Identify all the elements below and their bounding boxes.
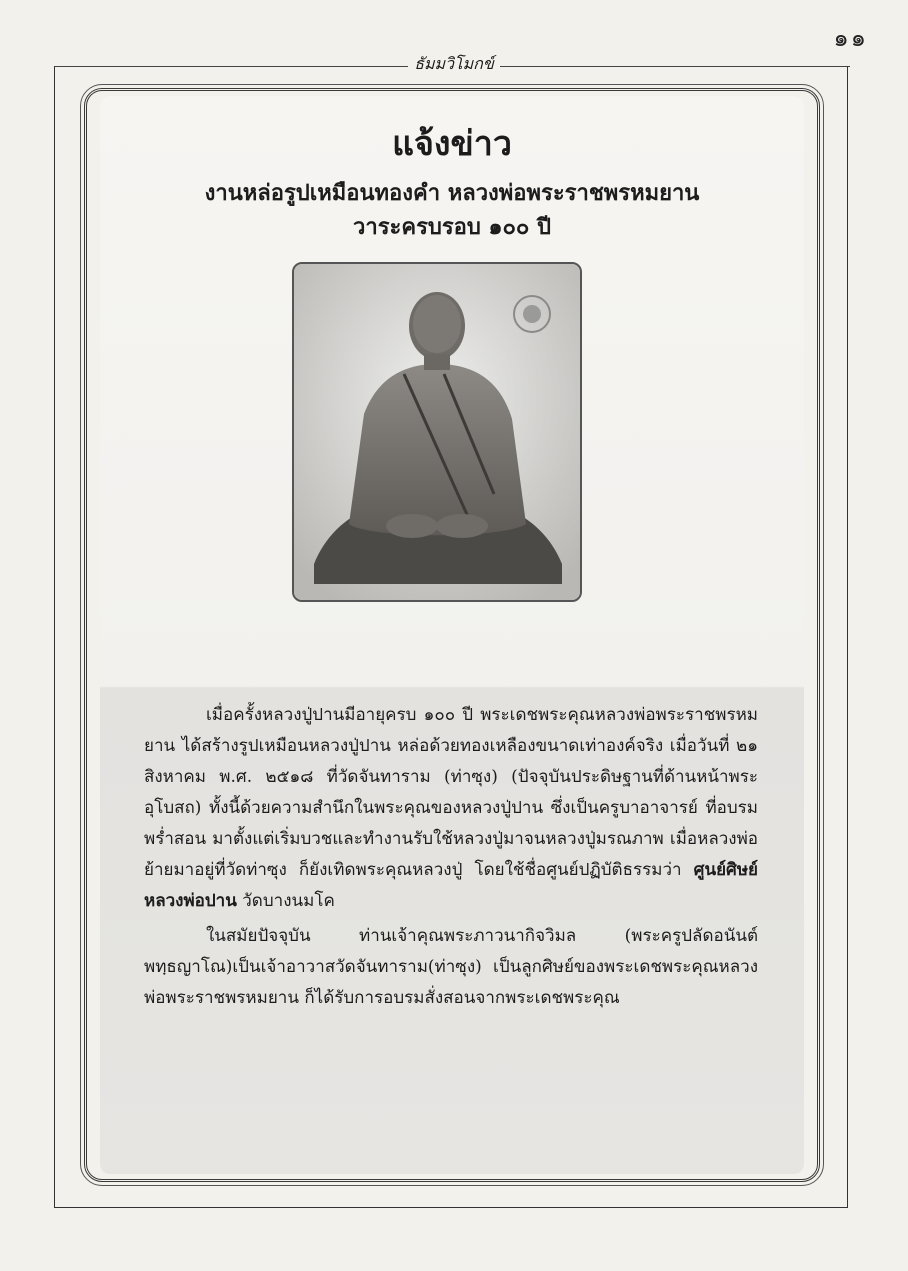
paragraph-1-after: วัดบางนมโค xyxy=(242,891,335,911)
subtitle-line-1: งานหล่อรูปเหมือนทองคำ หลวงพ่อพระราชพรหมยาน xyxy=(204,180,700,206)
article-body xyxy=(144,700,758,1018)
paragraph-1-text: เมื่อครั้งหลวงปู่ปานมีอายุครบ ๑๐๐ ปี พระเดชพระคุณหลวงพ่อพระราชพรหมยาน ได้สร้างรูปเหมือนหลวงปู่ปาน หล่อด้วยทองเหลืองขนาดเท่าองค์จริง เมื่อวันที่ ๒๑ สิงหาคม พ.ศ. ๒๕๑๘ ที่วัดจันทาราม (ท่าซุง) (ปัจจุบันประดิษฐานที่ด้านหน้าพระอุโบสถ) ทั้งนี้ด้วยความสำนึกในพระคุณของหลวงปู่ปาน ซึ่งเป็นครูบาอาจารย์ ที่อบรมพร่ำสอน มาตั้งแต่เริ่มบวชและทำงานรับใช้หลวงปู่มาจนหลวงปู่มรณภาพ เมื่อหลวงพ่อย้ายมาอยู่ที่วัดท่าซุง ก็ยังเทิดพระคุณหลวงปู่ โดยใช้ชื่อศูนย์ปฏิบัติธรรมว่า xyxy=(144,705,758,880)
page-number: ๑๑ xyxy=(833,24,868,52)
paragraph-2: ในสมัยปัจจุบัน ท่านเจ้าคุณพระภาวนากิจวิมล (พระครูปลัดอนันต์ พทฺธญาโณ)เป็นเจ้าอาวาสวัดจันทาราม(ท่าซุง) เป็นลูกศิษย์ของพระเดชพระคุณหลวงพ่อพระราชพรหมยาน ก็ได้รับการอบรมสั่งสอนจากพระเดชพระคุณ xyxy=(144,926,758,1008)
announcement-subtitle xyxy=(100,176,804,244)
running-title-text: ธัมมวิโมกข์ xyxy=(408,54,500,73)
announcement-panel xyxy=(100,96,804,1174)
announcement-title: แจ้งข่าว xyxy=(392,124,512,164)
monk-photo xyxy=(292,262,582,602)
seated-monk-portrait-icon xyxy=(294,264,580,600)
paragraph-1-emphasis: ศูนย์ศิษย์หลวงพ่อปาน xyxy=(144,860,758,911)
paragraph-1 xyxy=(144,700,758,917)
subtitle-line-2: วาระครบรอบ ๑๐๐ ปี xyxy=(353,214,551,240)
